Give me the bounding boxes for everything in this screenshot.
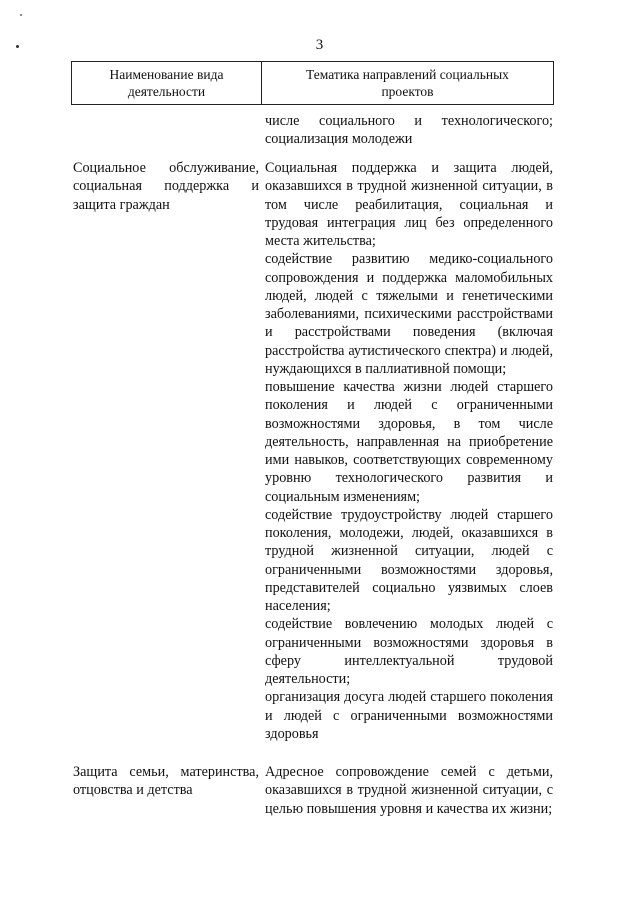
page-number: 3 bbox=[315, 37, 324, 53]
topic-paragraph: содействие трудоустройству людей старшего поколения, молодежи, людей, оказавшихся в трудной жизненной ситуации, людей с ограниченными возможностями здоровья, представителей социально уязвимых слоев населения; bbox=[265, 506, 553, 614]
table-header-activity: Наименование вида деятельности bbox=[72, 62, 262, 104]
topic-paragraph: Адресное сопровождение семей с детьми, оказавшихся в трудной жизненной ситуации, с целью повышения уровня и качества их жизни; bbox=[265, 764, 553, 817]
topic-paragraph: содействие развитию медико-социального сопровождения и поддержка маломобильных людей, людей с тяжелыми и генетическими заболеваниями, психическими расстройствами и расстройствами поведения (включая расстройства аутистического спектра) и людей, нуждающихся в паллиативной помощи; bbox=[265, 251, 553, 377]
table-header-topics: Тематика направлений социальных проектов bbox=[306, 67, 509, 99]
topic-paragraph: содействие вовлечению молодых людей с ограниченными возможностями здоровья в сферу интеллектуальной трудовой деятельности; bbox=[265, 616, 553, 687]
topic-paragraph: повышение качества жизни людей старшего поколения и людей с ограниченными возможностями здоровья, в том числе деятельность, направленная на приобретение ими навыков, соответствующих современному уровню технологического развития и социальным изменениям; bbox=[265, 379, 553, 505]
activity-social-services: Социальное обслуживание, социальная поддержка и защита граждан bbox=[73, 160, 259, 213]
topics-social-services bbox=[265, 159, 553, 743]
table-header bbox=[71, 61, 554, 105]
continuation-paragraph: числе социального и технологического; социализация молодежи bbox=[265, 113, 553, 148]
topic-paragraph: организация досуга людей старшего поколения и людей с ограниченными возможностями здоровья bbox=[265, 689, 553, 742]
activity-family-protection: Защита семьи, материнства, отцовства и детства bbox=[73, 764, 259, 799]
topic-paragraph: Социальная поддержка и защита людей, оказавшихся в трудной жизненной ситуации, в том числе реабилитация, социальная и трудовая интеграция лиц без определенного места жительства; bbox=[265, 160, 553, 249]
topics-family-protection bbox=[265, 763, 553, 818]
scan-artifact-dot bbox=[20, 14, 22, 16]
continuation-text bbox=[265, 112, 553, 149]
